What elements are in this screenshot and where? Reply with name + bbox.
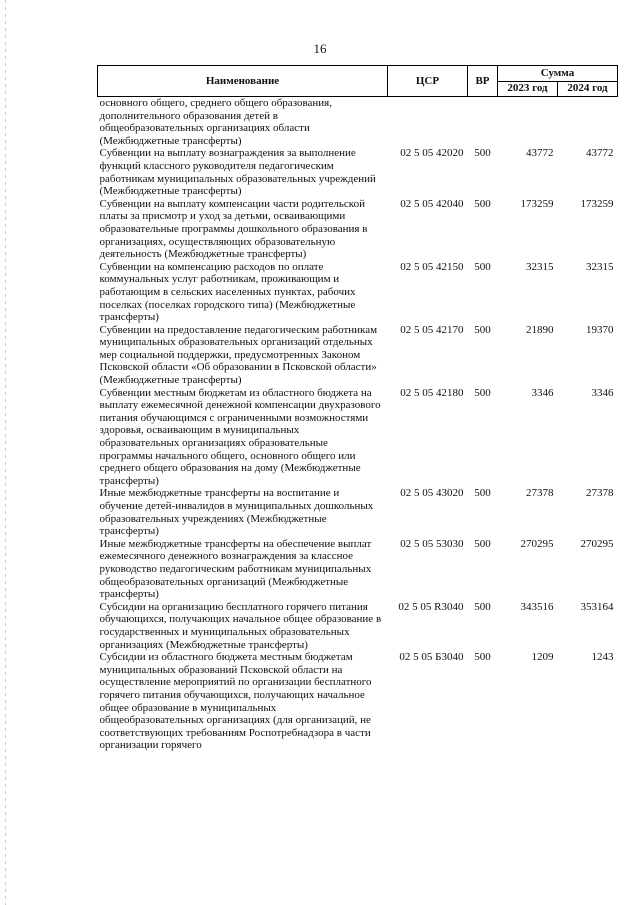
table-row xyxy=(98,147,618,197)
row-sum-2023: 21890 xyxy=(526,323,554,336)
row-sum-2023: 32315 xyxy=(526,260,554,273)
row-vr: 500 xyxy=(474,651,491,664)
row-sum-2024: 43772 xyxy=(586,147,614,160)
table-row xyxy=(98,601,618,651)
page-number: 16 xyxy=(313,41,327,56)
row-vr: 500 xyxy=(474,147,491,160)
row-sum-2024: 270295 xyxy=(580,537,614,550)
row-csr: 02 5 05 42180 xyxy=(400,386,464,399)
row-sum-2024: 3346 xyxy=(591,386,614,399)
row-sum-2024: 32315 xyxy=(586,260,614,273)
header-sum: Сумма xyxy=(498,66,618,82)
table-row xyxy=(98,387,618,488)
row-sum-2023: 343516 xyxy=(520,600,554,613)
row-vr: 500 xyxy=(474,197,491,210)
row-csr: 02 5 05 42170 xyxy=(400,323,464,336)
row-name: Субвенции местным бюджетам из областного бюджета на выплату ежемесячной денежной компенсации двухразового питания обучающимся с ограниченными возможностями здоровья, осваивающим в муниципальных образовательных организациях образовательные программы начального общего, основного общего или среднего общего образования на дому (Межбюджетные трансферты) xyxy=(99,386,381,487)
table-row xyxy=(98,651,618,752)
row-sum-2024: 1243 xyxy=(591,651,614,664)
row-csr: 02 5 05 43020 xyxy=(400,487,464,500)
header-name: Наименование xyxy=(98,66,388,97)
table-body xyxy=(98,97,618,752)
row-sum-2023: 43772 xyxy=(526,147,554,160)
table-row xyxy=(98,324,618,387)
row-csr: 02 5 05 R3040 xyxy=(398,600,464,613)
row-vr: 500 xyxy=(474,600,491,613)
scan-edge-artifact xyxy=(5,0,6,905)
row-name: Субвенции на компенсацию расходов по оплате коммунальных услуг работникам, проживающим и работающим в сельских населенных пунктах, рабочих поселках (поселках городского типа) (Межбюджетные трансферты) xyxy=(99,260,356,324)
row-sum-2024 xyxy=(558,97,618,148)
row-sum-2024: 27378 xyxy=(586,487,614,500)
row-csr: 02 5 05 42020 xyxy=(400,147,464,160)
row-sum-2024: 173259 xyxy=(580,197,614,210)
row-csr: 02 5 05 42150 xyxy=(400,260,464,273)
header-year-2023: 2023 год xyxy=(498,81,558,97)
row-csr: 02 5 05 42040 xyxy=(400,197,464,210)
row-sum-2023: 1209 xyxy=(531,651,554,664)
row-vr: 500 xyxy=(474,537,491,550)
row-vr: 500 xyxy=(474,260,491,273)
row-vr xyxy=(468,97,498,148)
row-name: Субсидии на организацию бесплатного горячего питания обучающихся, получающих начальное общее образование в государственных и муниципальных образовательных организациях (Межбюджетные трансферты) xyxy=(99,600,382,651)
row-name: Субвенции на выплату вознаграждения за выполнение функций классного руководителя педагогическим работникам муниципальных образовательных учреждений (Межбюджетные трансферты) xyxy=(99,147,376,198)
row-name: основного общего, среднего общего образования, дополнительного образования детей в общеобразовательных организациях области (Межбюджетные трансферты) xyxy=(99,97,332,147)
row-name: Субвенции на предоставление педагогическим работникам муниципальных образовательных организаций отдельных мер социальной поддержки, предусмотренных Законом Псковской области «Об образовании в Псковской области» (Межбюджетные трансферты) xyxy=(99,323,378,387)
row-sum-2023 xyxy=(498,97,558,148)
row-sum-2023: 270295 xyxy=(520,537,554,550)
row-name: Субвенции на выплату компенсации части родительской платы за присмотр и уход за детьми, осваивающими образовательные программы дошкольного образования в организациях, осуществляющих образовательную деятельность (Межбюджетные трансферты) xyxy=(99,197,368,261)
row-vr: 500 xyxy=(474,323,491,336)
table-row xyxy=(98,487,618,537)
row-sum-2024: 19370 xyxy=(586,323,614,336)
row-csr xyxy=(388,97,468,148)
table-row xyxy=(98,198,618,261)
header-vr: ВР xyxy=(468,66,498,97)
header-csr: ЦСР xyxy=(388,66,468,97)
row-vr: 500 xyxy=(474,386,491,399)
row-vr: 500 xyxy=(474,487,491,500)
budget-table xyxy=(97,65,618,752)
row-sum-2024: 353164 xyxy=(580,600,614,613)
row-name: Иные межбюджетные трансферты на обеспечение выплат ежемесячного денежного вознаграждения за классное руководство педагогическим работникам муниципальных общеобразовательных организаций (Межбюджетные трансферты) xyxy=(99,537,372,601)
table-row xyxy=(98,97,618,148)
header-year-2024: 2024 год xyxy=(558,81,618,97)
row-csr: 02 5 05 Б3040 xyxy=(399,651,464,664)
row-sum-2023: 173259 xyxy=(520,197,554,210)
row-sum-2023: 3346 xyxy=(531,386,554,399)
table-row xyxy=(98,261,618,324)
table-row xyxy=(98,538,618,601)
row-name: Иные межбюджетные трансферты на воспитание и обучение детей-инвалидов в муниципальных дошкольных образовательных учреждениях (Межбюджетные трансферты) xyxy=(99,487,374,538)
table-header xyxy=(98,66,618,97)
row-csr: 02 5 05 53030 xyxy=(400,537,464,550)
row-name: Субсидии из областного бюджета местным бюджетам муниципальных образований Псковской области на осуществление мероприятий по организации бесплатного горячего питания обучающихся, получающих начальное общее образование в муниципальных общеобразовательных организациях (для организаций, не соответствующих требованиям Роспотребнадзора в части организации горячего xyxy=(99,651,372,752)
row-sum-2023: 27378 xyxy=(526,487,554,500)
